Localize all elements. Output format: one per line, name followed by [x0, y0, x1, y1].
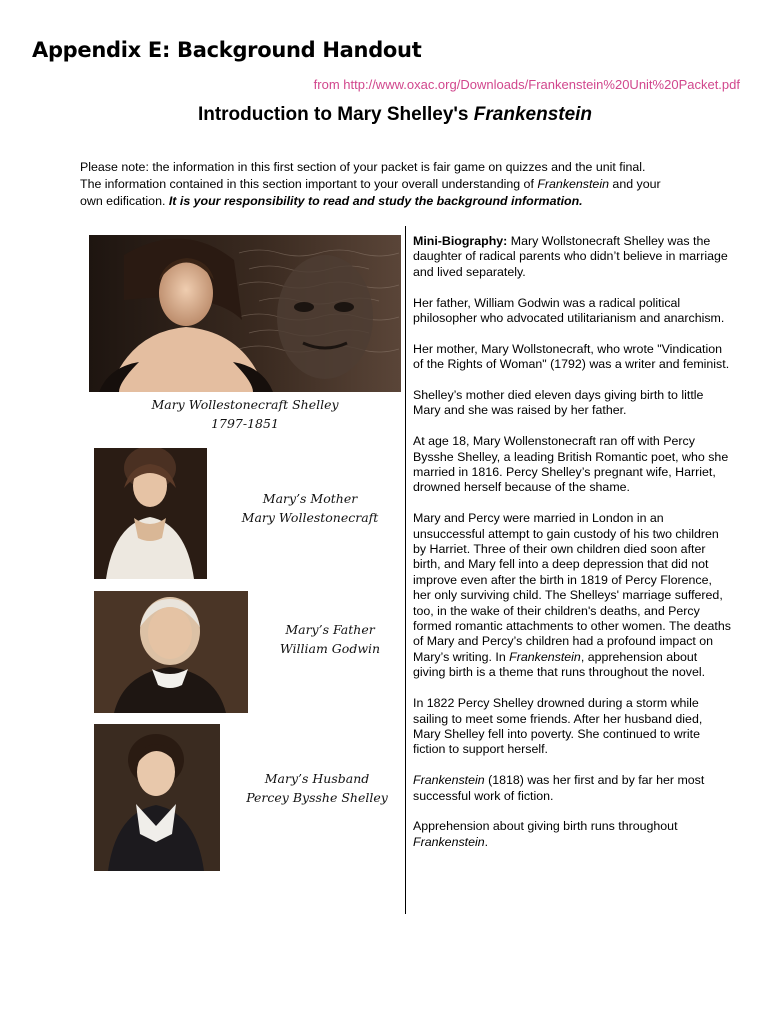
bio-p6-c: , apprehension about giving birth is a theme that runs throughout the novel. [413, 649, 706, 680]
husband-name: Percey Bysshe Shelley [246, 790, 388, 805]
shelley-caption [140, 395, 350, 433]
mini-biography [413, 234, 731, 866]
source-link[interactable]: from http://www.oxac.org/Downloads/Frankenstein%20Unit%20Packet.pdf [313, 77, 740, 92]
bio-paragraph-3: Her mother, Mary Wollstonecraft, who wrote "Vindication of the Rights of Woman" (1792) was a writer and feminist. [413, 341, 730, 372]
husband-relation: Mary’s Husband [264, 771, 370, 786]
bio-paragraph-4: Shelley’s mother died eleven days giving birth to little Mary and she was raised by her father. [413, 388, 704, 418]
appendix-title: Appendix E: Background Handout [32, 38, 422, 62]
father-name: William Godwin [279, 641, 381, 656]
father-caption [262, 620, 398, 658]
bio-paragraph-9 [413, 819, 731, 850]
bio-p9-c: . [484, 834, 489, 849]
mother-name: Mary Wollestonecraft [241, 510, 379, 525]
bio-label: Mini-Biography: [413, 234, 508, 248]
shelley-dates: 1797-1851 [211, 416, 279, 431]
note-line2c: and your [608, 177, 661, 191]
note-line2b: Frankenstein [537, 177, 609, 191]
shelley-name: Mary Wollestonecraft Shelley [151, 397, 339, 412]
mother-relation: Mary’s Mother [262, 491, 358, 506]
bio-paragraph-7: In 1822 Percy Shelley drowned during a storm while sailing to meet some friends. After her husband died, Mary Shelley fell into poverty. She continued to write fiction to support herself. [413, 696, 703, 757]
bio-paragraph-1 [413, 234, 731, 280]
title-text: Introduction to Mary Shelley's [197, 104, 474, 125]
bio-p9-b: Frankenstein [413, 834, 485, 849]
shelley-portrait-image [89, 235, 401, 392]
bio-p8-b: (1818) was her first and by far her most successful work of fiction. [413, 773, 705, 803]
mother-caption [230, 489, 390, 527]
note-emphasis: It is your responsibility to read and study the background information. [168, 194, 583, 208]
bio-p6-a: Mary and Percy were married in London in an unsuccessful attempt to gain custody of his two children by Harriet. Three of their own children died soon after birth, and Mary fell into a deep depression that did not improve even after the birth in 1819 of Percy Florence, her only surviving child. The Shelleys' marriage suffered, too, in the wake of their children's deaths, and Percy formed romantic attachments to other women. The deaths of Mary and Percy’s children had a profound impact on Mary’s writing. In [413, 511, 731, 664]
page-title [0, 104, 768, 126]
note-paragraph [80, 159, 720, 210]
note-line1: Please note: the information in this first section of your packet is fair game on quizzes and the unit final. [80, 160, 646, 174]
bio-p6-b: Frankenstein [509, 649, 581, 664]
husband-caption [244, 769, 390, 807]
bio-paragraph-8 [413, 773, 731, 804]
father-portrait-image [94, 591, 248, 713]
bio-p8-a: Frankenstein [413, 773, 485, 788]
bio-p1-text: Mary Wollstonecraft Shelley was the daughter of radical parents who didn’t believe in marriage and lived separately. [413, 234, 728, 279]
note-line2a: The information contained in this section important to your overall understanding of [80, 177, 538, 191]
husband-portrait-image [94, 724, 220, 871]
father-relation: Mary’s Father [285, 622, 375, 637]
note-line3a: own edification. [80, 194, 169, 208]
title-italic: Frankenstein [473, 104, 593, 125]
mother-portrait-image [94, 448, 207, 579]
bio-paragraph-5: At age 18, Mary Wollenstonecraft ran off with Percy Bysshe Shelley, a leading British Romantic poet, who she married in 1816. Percy Shelley’s pregnant wife, Harriet, drowned herself because of the shame. [413, 434, 729, 495]
column-divider [405, 226, 406, 914]
bio-p9-a: Apprehension about giving birth runs throughout [413, 819, 678, 834]
bio-paragraph-2: Her father, William Godwin was a radical political philosopher who advocated utilitarianism and anarchism. [413, 295, 725, 326]
bio-paragraph-6 [413, 511, 731, 680]
